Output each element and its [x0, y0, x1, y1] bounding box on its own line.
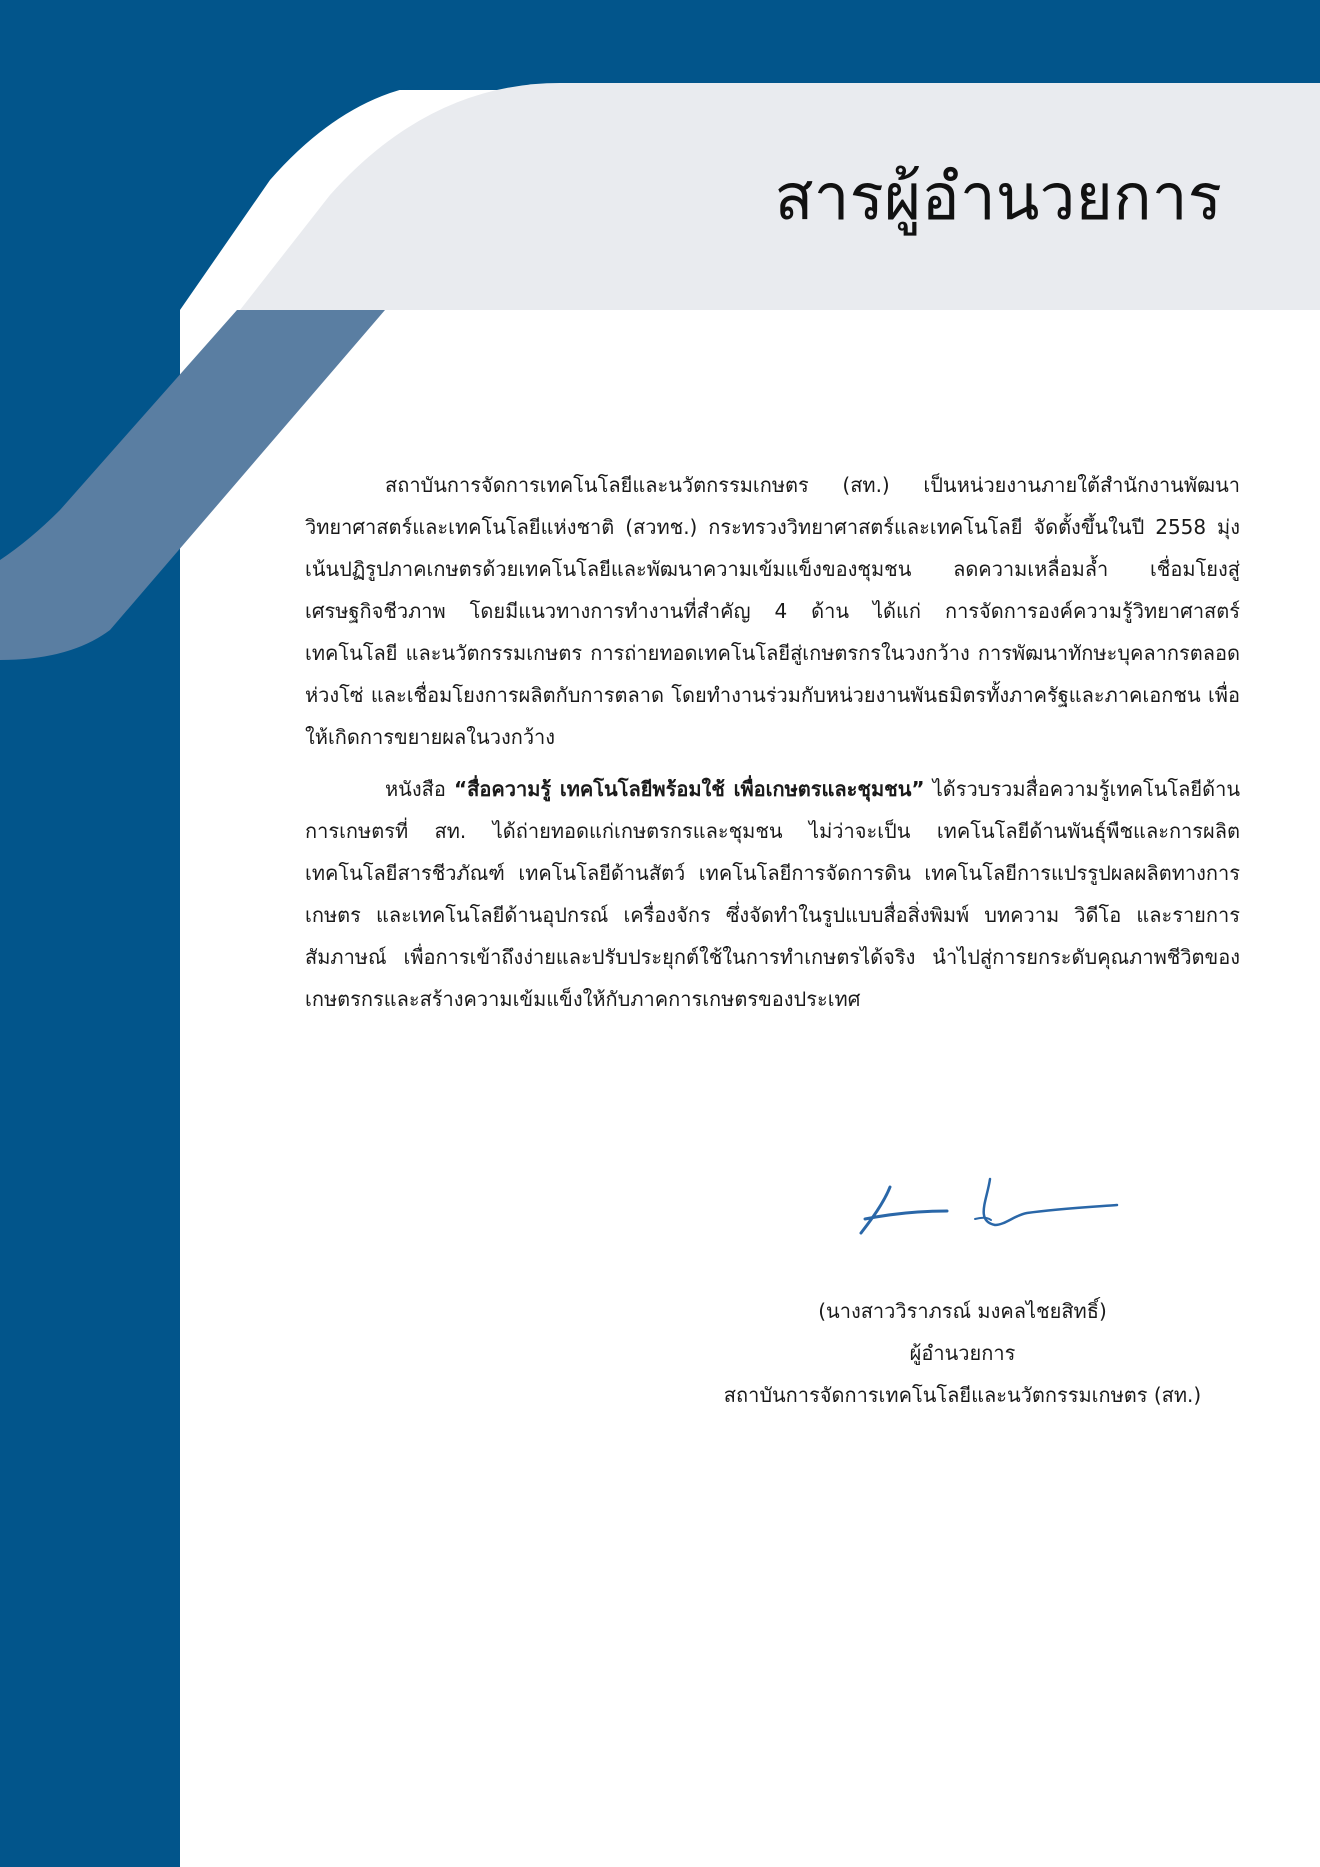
paragraph-intro: สถาบันการจัดการเทคโนโลยีและนวัตกรรมเกษตร (สท.) เป็นหน่วยงานภายใต้สำนักงานพัฒนาวิทยาศาสตร์และเทคโนโลยีแห่งชาติ (สวทช.) กระทรวงวิทยาศาสตร์และเทคโนโลยี จัดตั้งขึ้นในปี 2558 มุ่งเน้นปฏิรูปภาคเกษตรด้วยเทคโนโลยีและพัฒนาความเข้มแข็งของชุมชน ลดความเหลื่อมล้ำ เชื่อมโยงสู่เศรษฐกิจชีวภาพ โดยมีแนวทางการทำงานที่สำคัญ 4 ด้าน ได้แก่ การจัดการองค์ความรู้วิทยาศาสตร์ เทคโนโลยี และนวัตกรรมเกษตร การถ่ายทอดเทคโนโลยีสู่เกษตรกรในวงกว้าง การพัฒนาทักษะบุคลากรตลอดห่วงโซ่ และเชื่อมโยงการผลิตกับการตลาด โดยทำงานร่วมกับหน่วยงานพันธมิตรทั้งภาครัฐและภาคเอกชน เพื่อให้เกิดการขยายผลในวงกว้าง: [305, 473, 1240, 749]
message-body: [305, 464, 1240, 1030]
book-description: ได้รวบรวมสื่อความรู้เทคโนโลยีด้านการเกษตรที่ สท. ได้ถ่ายทอดแก่เกษตรกรและชุมชน ไม่ว่าจะเป็น เทคโนโลยีด้านพันธุ์พืชและการผลิต เทคโนโลยีสารชีวภัณฑ์ เทคโนโลยีด้านสัตว์ เทคโนโลยีการจัดการดิน เทคโนโลยีการแปรรูปผลผลิตทางการเกษตร และเทคโนโลยีด้านอุปกรณ์ เครื่องจักร ซึ่งจัดทำในรูปแบบสื่อสิ่งพิมพ์ บทความ วิดีโอ และรายการสัมภาษณ์ เพื่อการเข้าถึงง่ายและปรับประยุกต์ใช้ในการทำเกษตรได้จริง นำไปสู่การยกระดับคุณภาพชีวิตของเกษตรกรและสร้างความเข้มแข็งให้กับภาคการเกษตรของประเทศ: [305, 777, 1240, 1011]
handwritten-signature: [855, 1175, 1120, 1245]
signatory-organization: สถาบันการจัดการเทคโนโลยีและนวัตกรรมเกษตร (สท.): [723, 1383, 1202, 1407]
signature-block: [700, 1290, 1225, 1416]
book-intro-text: หนังสือ: [385, 777, 454, 801]
paragraph-book: [305, 768, 1240, 1020]
signatory-name: (นางสาววิราภรณ์ มงคลไชยสิทธิ์): [818, 1299, 1107, 1323]
signatory-position: ผู้อำนวยการ: [909, 1341, 1016, 1365]
book-title: “สื่อความรู้ เทคโนโลยีพร้อมใช้ เพื่อเกษตรและชุมชน”: [454, 777, 925, 801]
page-title: สารผู้อำนวยการ: [774, 161, 1222, 235]
